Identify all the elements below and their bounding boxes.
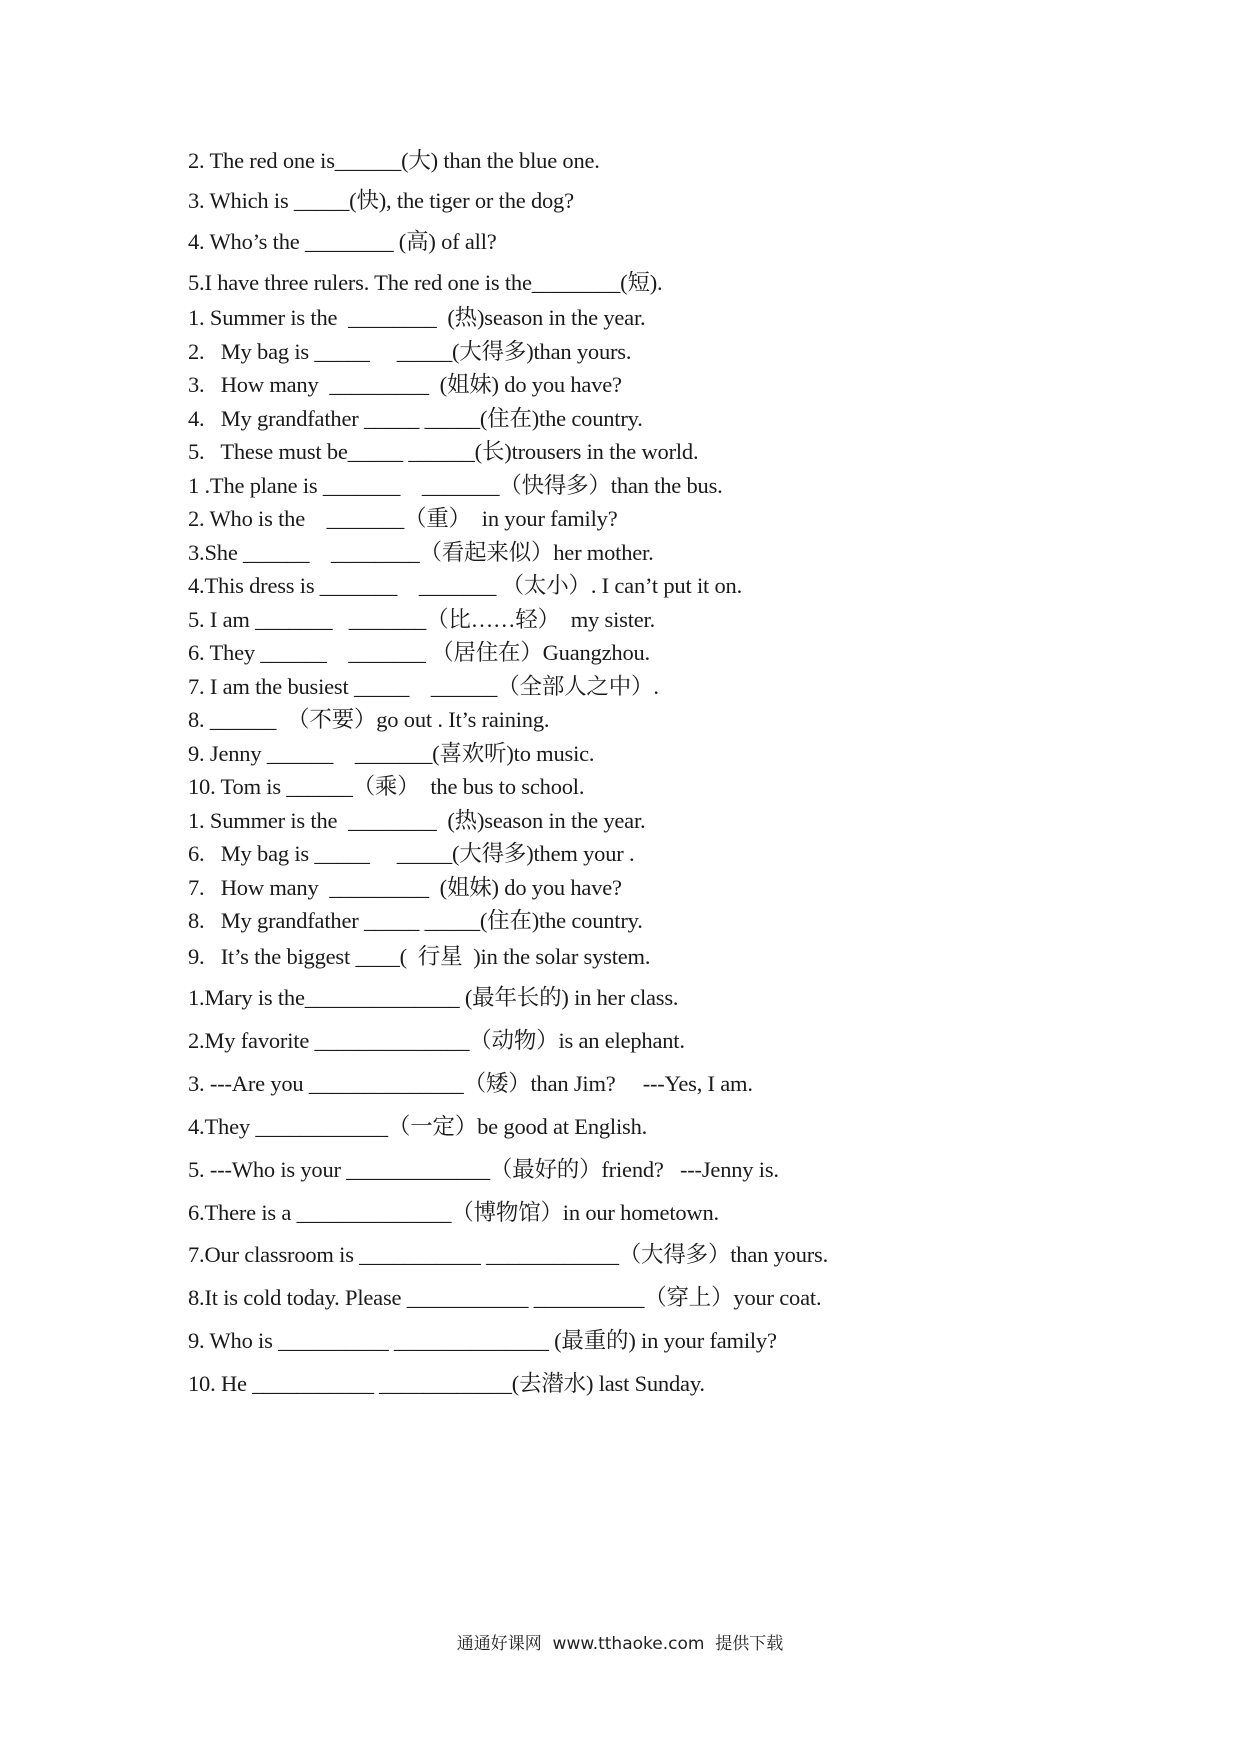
exercise-line: 5. I am _______ _______（比……轻） my sister. (188, 607, 656, 632)
exercise-line: 4. My grandfather _____ _____(住在)the country. (188, 406, 643, 431)
exercise-line: 3. ---Are you ______________（矮）than Jim? ---Yes, I am. (188, 1071, 753, 1096)
exercise-line: 6. My bag is _____ _____(大得多)them your . (188, 841, 635, 866)
exercise-line: 8. My grandfather _____ _____(住在)the country. (188, 908, 643, 933)
exercise-line: 4.This dress is _______ _______ （太小）. I can’t put it on. (188, 573, 743, 598)
exercise-line: 10. He ___________ ____________(去潜水) last Sunday. (188, 1371, 705, 1396)
exercise-line: 7. I am the busiest _____ ______（全部人之中）. (188, 674, 659, 699)
exercise-line: 8. ______ （不要）go out . It’s raining. (188, 707, 550, 732)
exercise-line: 3. How many _________ (姐妹) do you have? (188, 372, 622, 397)
exercise-line: 2.My favorite ______________（动物）is an elephant. (188, 1028, 685, 1053)
exercise-line: 1 .The plane is _______ _______（快得多）than the bus. (188, 473, 723, 498)
exercise-line: 2. Who is the _______（重） in your family? (188, 506, 618, 531)
exercise-line: 3. Which is _____(快), the tiger or the dog? (188, 188, 574, 213)
exercise-line: 7. How many _________ (姐妹) do you have? (188, 875, 622, 900)
exercise-line: 1. Summer is the ________ (热)season in the year. (188, 305, 646, 330)
exercise-line: 8.It is cold today. Please ___________ __________（穿上）your coat. (188, 1285, 822, 1310)
exercise-line: 1.Mary is the______________ (最年长的) in her class. (188, 985, 679, 1010)
exercise-line: 2. My bag is _____ _____(大得多)than yours. (188, 339, 632, 364)
exercise-line: 4. Who’s the ________ (高) of all? (188, 229, 497, 254)
exercise-line: 9. Who is __________ ______________ (最重的) in your family? (188, 1328, 777, 1353)
exercise-line: 9. It’s the biggest ____( 行星 )in the solar system. (188, 944, 651, 969)
exercise-line: 10. Tom is ______（乘） the bus to school. (188, 774, 585, 799)
exercise-line: 7.Our classroom is ___________ ____________（大得多）than yours. (188, 1242, 829, 1267)
exercise-line: 6. They ______ _______ （居住在）Guangzhou. (188, 640, 650, 665)
exercise-line: 4.They ____________（一定）be good at English. (188, 1114, 648, 1139)
page-footer: 通通好课网 www.tthaoke.com 提供下载 (456, 1634, 784, 1654)
exercise-line: 6.There is a ______________（博物馆）in our hometown. (188, 1200, 719, 1225)
exercise-line: 1. Summer is the ________ (热)season in the year. (188, 808, 646, 833)
exercise-line: 3.She ______ ________（看起来似）her mother. (188, 540, 654, 565)
exercise-line: 5. These must be_____ ______(长)trousers in the world. (188, 439, 699, 464)
exercise-line: 9. Jenny ______ _______(喜欢听)to music. (188, 741, 595, 766)
exercise-line: 5. ---Who is your _____________（最好的）friend? ---Jenny is. (188, 1157, 779, 1182)
exercise-line: 2. The red one is______(大) than the blue one. (188, 148, 600, 173)
exercise-line: 5.I have three rulers. The red one is the________(短). (188, 270, 663, 295)
